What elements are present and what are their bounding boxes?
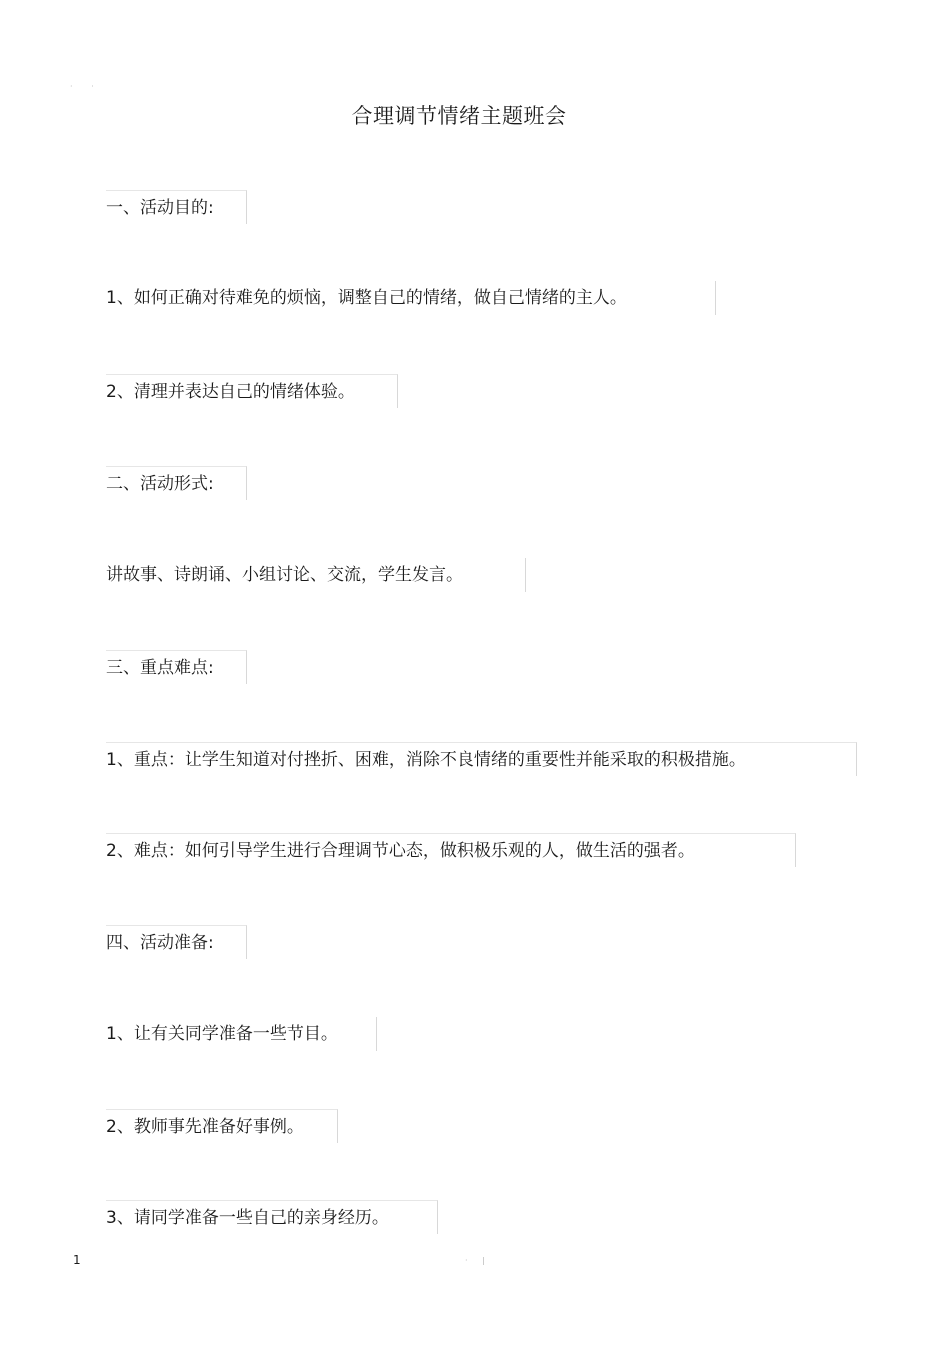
line-text: 2、难点：如何引导学生进行合理调节心态，做积极乐观的人，做生活的强者。 <box>106 841 695 861</box>
line-text: 三、重点难点: <box>106 658 214 678</box>
line-text: 讲故事、诗朗诵、小组讨论、交流，学生发言。 <box>106 565 463 585</box>
footer-scan-marks: · | <box>465 1256 491 1265</box>
line-text: 1、让有关同学准备一些节目。 <box>106 1024 338 1044</box>
list-item-preparation-3 <box>106 1200 438 1234</box>
list-item-difficult-point <box>106 833 796 867</box>
line-text: 一、活动目的: <box>106 198 214 218</box>
section-heading-purpose <box>106 190 247 224</box>
corner-scan-marks: · · <box>70 82 102 91</box>
list-item-purpose-2 <box>106 374 398 408</box>
section-heading-key-points <box>106 650 247 684</box>
line-text: 2、清理并表达自己的情绪体验。 <box>106 382 355 402</box>
line-text: 1、如何正确对待难免的烦恼，调整自己的情绪，做自己情绪的主人。 <box>106 288 627 308</box>
list-item-purpose-1 <box>106 281 716 315</box>
line-text: 2、教师事先准备好事例。 <box>106 1117 304 1137</box>
list-item-preparation-1 <box>106 1017 377 1051</box>
page-number: 1 <box>73 1253 81 1267</box>
document-title: 合理调节情绪主题班会 <box>351 104 567 128</box>
line-text: 四、活动准备: <box>106 933 214 953</box>
line-text: 1、重点：让学生知道对付挫折、困难，消除不良情绪的重要性并能采取的积极措施。 <box>106 750 746 770</box>
format-description <box>106 558 526 592</box>
section-heading-preparation <box>106 925 247 959</box>
line-text: 3、请同学准备一些自己的亲身经历。 <box>106 1208 389 1228</box>
list-item-key-point <box>106 742 857 776</box>
section-heading-format <box>106 466 247 500</box>
line-text: 二、活动形式: <box>106 474 214 494</box>
list-item-preparation-2 <box>106 1109 338 1143</box>
